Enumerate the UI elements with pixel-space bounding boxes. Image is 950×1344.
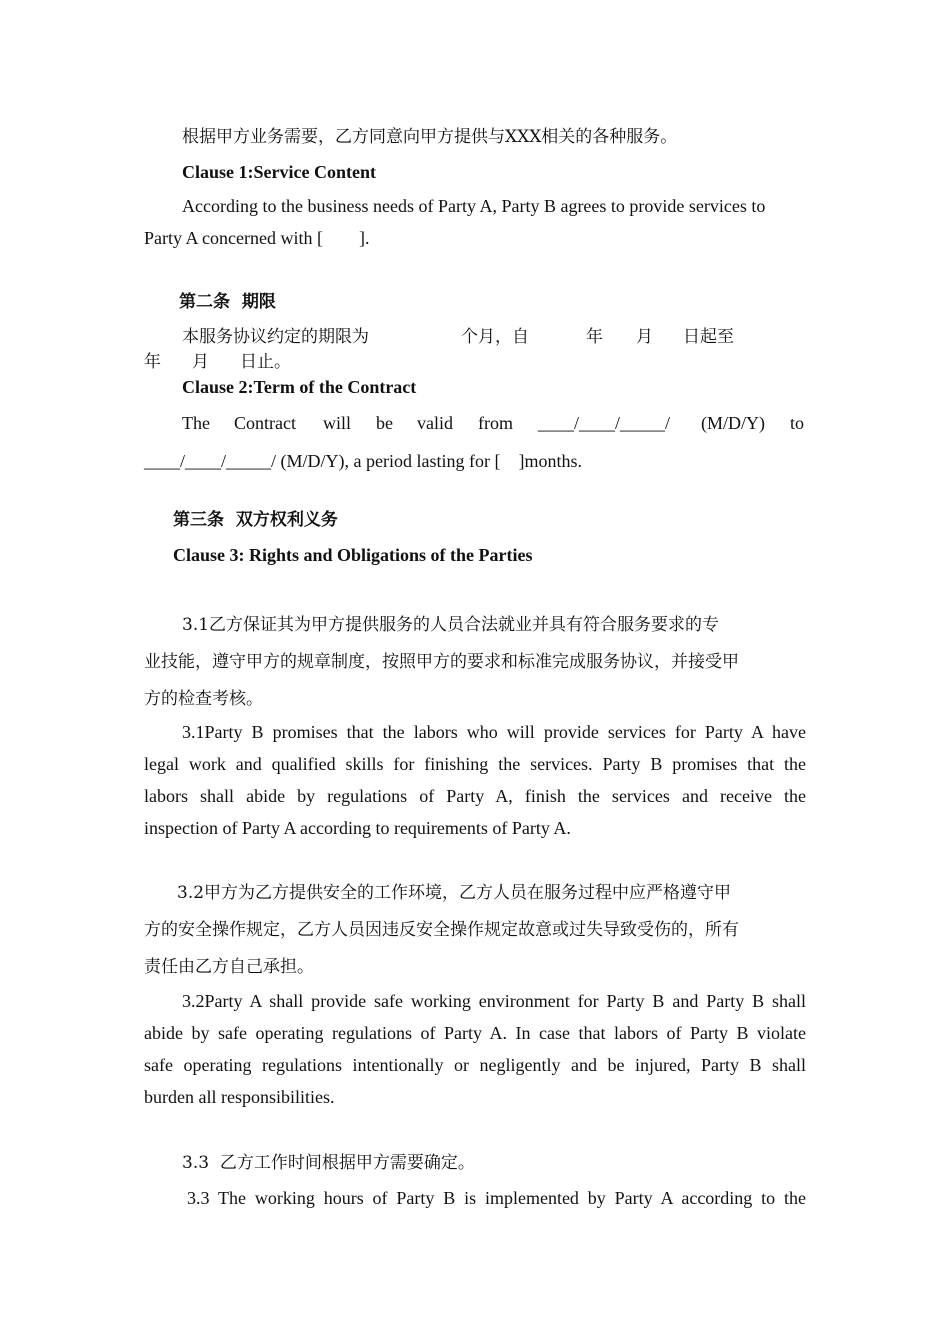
- clause2-zh-year-2: 年: [144, 352, 161, 372]
- section-3-3-en-line1: 3.3 The working hours of Party B is implemented by Party A according to the: [187, 1188, 806, 1208]
- section-3-2-zh-line1: 3.2甲方为乙方提供安全的工作环境，乙方人员在服务过程中应严格遵守甲: [177, 883, 732, 903]
- clause2-en-title: Clause 2:Term of the Contract: [182, 377, 417, 397]
- section-3-1-en-line3: labors shall abide by regulations of Party A, finish the services and receive the: [144, 786, 806, 806]
- section-3-1-zh-line3: 方的检查考核。: [144, 689, 263, 709]
- clause2-zh-month-2: 月: [192, 352, 209, 372]
- clause2-zh-day-to: 日止。: [240, 352, 291, 372]
- section-3-1-en-line4: inspection of Party A according to requirements of Party A.: [144, 818, 571, 838]
- clause2-zh-year-1: 年: [586, 327, 603, 347]
- clause2-en-word-the: The: [182, 413, 210, 433]
- clause2-en-word-contract: Contract: [234, 413, 296, 433]
- clause2-zh-body-b: 个月，自: [461, 327, 529, 347]
- clause1-zh-body: 根据甲方业务需要，乙方同意向甲方提供与XXX相关的各种服务。: [182, 127, 678, 147]
- section-3-2-en-line1: 3.2Party A shall provide safe working environment for Party B and Party B shall: [182, 991, 806, 1011]
- section-3-2-zh-line3: 责任由乙方自己承担。: [144, 957, 314, 977]
- clause3-en-title: Clause 3: Rights and Obligations of the Parties: [173, 545, 533, 565]
- clause2-zh-day-from: 日起至: [683, 327, 734, 347]
- section-3-3-zh-line1: 3.3 乙方工作时间根据甲方需要确定。: [182, 1153, 475, 1173]
- section-3-2-en-line4: burden all responsibilities.: [144, 1087, 335, 1107]
- section-3-1-en-line2: legal work and qualified skills for finishing the services. Party B promises that the: [144, 754, 806, 774]
- section-3-2-en-line3: safe operating regulations intentionally or negligently and be injured, Party B shall: [144, 1055, 806, 1075]
- clause2-zh-month-1: 月: [636, 327, 653, 347]
- clause3-zh-title: 第三条 双方权利义务: [173, 510, 338, 530]
- clause2-en-word-valid: valid: [417, 413, 453, 433]
- clause2-en-word-from: from: [478, 413, 513, 433]
- clause2-en-word-to: to: [790, 413, 805, 433]
- section-3-2-zh-line2: 方的安全操作规定，乙方人员因违反安全操作规定故意或过失导致受伤的，所有: [144, 920, 739, 940]
- section-3-1-zh-line2: 业技能，遵守甲方的规章制度，按照甲方的要求和标准完成服务协议，并接受甲: [144, 652, 739, 672]
- clause1-en-body-line1: According to the business needs of Party A, Party B agrees to provide services to: [182, 196, 766, 216]
- clause1-en-body-line2: Party A concerned with [ ].: [144, 228, 370, 248]
- clause2-zh-title: 第二条 期限: [179, 292, 276, 312]
- section-3-2-en-line2: abide by safe operating regulations of Party A. In case that labors of Party B violate: [144, 1023, 806, 1043]
- clause2-en-body-line2: ____/____/_____/ (M/D/Y), a period lasting for [ ]months.: [144, 451, 582, 471]
- clause2-en-date-format: (M/D/Y): [701, 413, 765, 433]
- clause2-en-date-from: ____/____/_____/: [538, 413, 671, 433]
- clause1-en-title: Clause 1:Service Content: [182, 162, 376, 182]
- clause2-zh-body-a: 本服务协议约定的期限为: [182, 327, 369, 347]
- section-3-1-en-line1: 3.1Party B promises that the labors who will provide services for Party A have: [182, 722, 806, 742]
- clause2-en-word-will: will: [323, 413, 352, 433]
- section-3-1-zh-line1: 3.1乙方保证其为甲方提供服务的人员合法就业并具有符合服务要求的专: [182, 615, 720, 635]
- clause2-en-word-be: be: [376, 413, 393, 433]
